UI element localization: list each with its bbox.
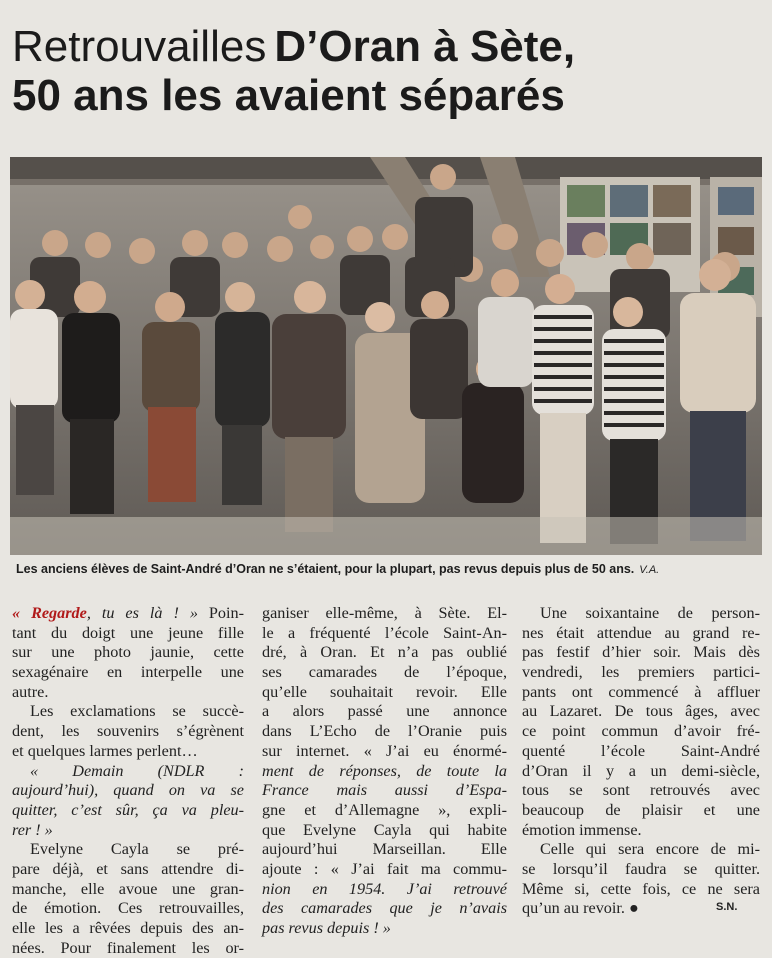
article-line: sur internet. « J’ai eu énormé- [262, 741, 507, 760]
article-line: d’Oran il y a un demi-siècle, [522, 761, 760, 780]
article-line: Evelyne Cayla se pré- [30, 840, 244, 859]
article-line: dans L’Echo de l’Oranie puis [262, 722, 507, 741]
article-line: quitter, c’est sûr, ça va pleu- [12, 800, 244, 819]
article-lead-quote-rest: , tu es là ! » [86, 604, 198, 622]
article-line: dré, à Oran. Et n’a pas oublié [262, 643, 507, 662]
article-line: ses camarades de l’époque, [262, 663, 507, 682]
article-line: aujourd’hui), quand on va se [12, 781, 244, 800]
article-line: tous se sont retrouvés avec [522, 781, 760, 800]
article-line: nes était attendue au grand re- [522, 623, 760, 642]
article-line: France mais aussi d’Espa- [262, 781, 507, 800]
article-line: rer ! » [12, 820, 53, 839]
article-line: pare déjà, et sans attendre di- [12, 859, 244, 878]
article-lead-quote-open: « Regarde [12, 604, 87, 622]
article-line: qu’un au revoir. ● [522, 899, 639, 918]
article-line: nion en 1954. J’ai retrouvé [262, 879, 507, 898]
article-line: elle les a rêvées depuis des an- [12, 919, 244, 937]
article-line: ajoute : « J’ai fait ma commu- [262, 859, 507, 878]
article-line: beaucoup de plaisir et une [522, 800, 760, 819]
article-column-2 [262, 604, 507, 939]
article-line: le a fréquenté l’école Saint-An- [262, 623, 507, 642]
article-lead-rest: Poin- [208, 604, 245, 622]
article-line: « Demain (NDLR : [30, 761, 244, 780]
article-line: nées. Pour finalement les or- [12, 938, 244, 957]
author-signature: S.N. [716, 901, 738, 913]
article-line: Les exclamations se succè- [30, 702, 244, 721]
group-photo [10, 157, 762, 555]
headline-line-1 [12, 22, 762, 71]
article-line: autre. [12, 682, 49, 701]
photo-caption [10, 556, 762, 582]
article-line: qu’elle souhaitait revoir. Elle [262, 682, 507, 701]
article-line: quenté l’école Saint-André [522, 741, 760, 760]
article-line [12, 604, 244, 624]
article-line: sexagénaire en interpelle une [12, 663, 244, 682]
article-column-3 [522, 604, 760, 919]
article-line: gne et d’Allemagne », expli- [262, 800, 507, 819]
article-line: de émotion. Ces retrouvailles, [12, 899, 244, 918]
article-line: pas revus depuis ! » [262, 919, 391, 937]
headline-title-part-1: D’Oran à Sète, [274, 22, 576, 71]
headline-title-part-2: 50 ans les avaient séparés [12, 71, 565, 121]
article-line: des camarades que je n’avais [262, 899, 507, 918]
article-line: Même si, cette fois, ce ne sera [522, 879, 760, 898]
article-line: a alors passé une annonce [262, 702, 507, 721]
article-line: se lorsqu’il faudra se quitter. [522, 859, 760, 878]
article-line: au Lazaret. De tous âges, avec [522, 702, 760, 721]
photo-caption-text: Les anciens élèves de Saint-André d’Oran ne s’étaient, pour la plupart, pas revus depuis plus de 50 ans. [16, 562, 635, 576]
article-line: dent, les souvenirs s’égrènent [12, 722, 244, 741]
article-line: tant du doigt une jeune fille [12, 623, 244, 642]
article-line: aujourd’hui Marseillan. Elle [262, 840, 507, 859]
article-line: sur une photo jaunie, cette [12, 643, 244, 662]
article-line: Une soixantaine de person- [540, 604, 760, 622]
group-photo-illustration [10, 157, 762, 555]
article-line: ment de réponses, de toute la [262, 761, 507, 780]
article-line: émotion immense. [522, 820, 642, 839]
article-line: vendredi, les premiers partici- [522, 663, 760, 682]
article-line: manche, elle avoue une gran- [12, 879, 244, 898]
article-line: ce point commun d’avoir fré- [522, 722, 760, 741]
article-line: Celle qui sera encore de mi- [540, 840, 760, 859]
article-line: pants ont commencé à affluer [522, 682, 760, 701]
headline-kicker: Retrouvailles [12, 22, 267, 71]
headline [12, 22, 762, 121]
article-line: et quelques larmes perlent… [12, 741, 198, 760]
photo-credit: V.A. [639, 564, 660, 576]
article-line: que Evelyne Cayla qui habite [262, 820, 507, 839]
article-line: pas festif d’hier soir. Mais dès [522, 643, 760, 662]
article-line: ganiser elle-même, à Sète. El- [262, 604, 507, 622]
article-column-1 [12, 604, 244, 958]
